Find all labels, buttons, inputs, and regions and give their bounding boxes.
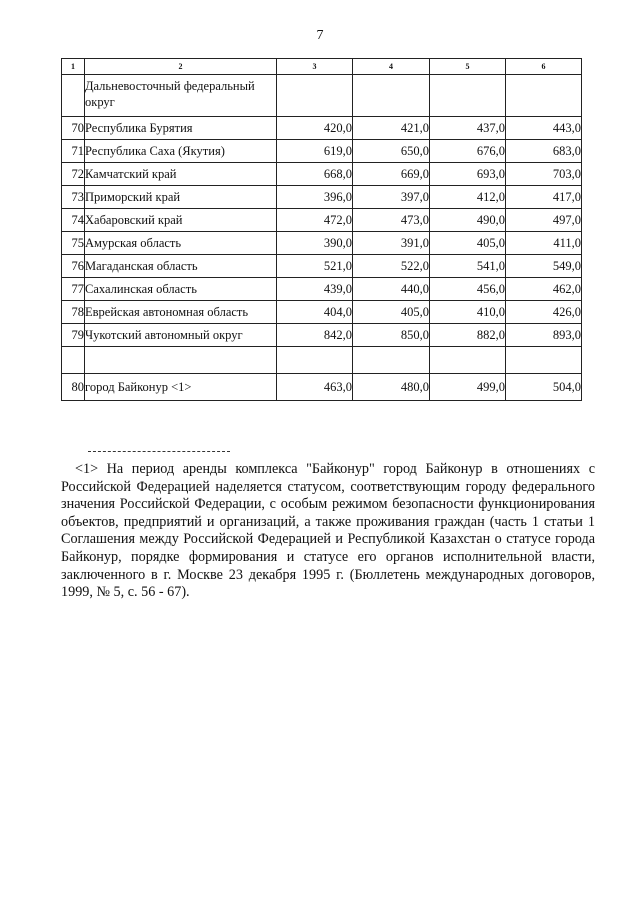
value-col5: 437,0 [430, 117, 506, 140]
value-col3: 439,0 [277, 278, 353, 301]
table-row [62, 232, 582, 255]
district-row [62, 75, 582, 117]
value-col5: 693,0 [430, 163, 506, 186]
value-col4: 421,0 [353, 117, 430, 140]
value-col5: 676,0 [430, 140, 506, 163]
header-cell: 3 [277, 59, 353, 75]
row-number: 72 [62, 163, 85, 186]
value-col6: 683,0 [506, 140, 582, 163]
region-name: Амурская область [85, 232, 277, 255]
value-col3: 619,0 [277, 140, 353, 163]
value-col3: 842,0 [277, 324, 353, 347]
value-col4: 440,0 [353, 278, 430, 301]
table-row [62, 209, 582, 232]
table-row [62, 324, 582, 347]
value-col4: 850,0 [353, 324, 430, 347]
district-label: Дальневосточный федеральный округ [85, 75, 277, 117]
value-col4: 405,0 [353, 301, 430, 324]
value-col6: 417,0 [506, 186, 582, 209]
row-number: 71 [62, 140, 85, 163]
header-cell: 5 [430, 59, 506, 75]
region-name: Чукотский автономный округ [85, 324, 277, 347]
row-number: 73 [62, 186, 85, 209]
region-name: Еврейская автономная область [85, 301, 277, 324]
value-col6: 504,0 [506, 374, 582, 401]
table-row [62, 278, 582, 301]
value-col4: 480,0 [353, 374, 430, 401]
row-number: 80 [62, 374, 85, 401]
value-col3: 396,0 [277, 186, 353, 209]
region-name: город Байконур <1> [85, 374, 277, 401]
value-col3: 390,0 [277, 232, 353, 255]
row-number: 79 [62, 324, 85, 347]
table-row [62, 301, 582, 324]
regions-table [61, 58, 582, 401]
table-row [62, 374, 582, 401]
row-number: 70 [62, 117, 85, 140]
value-col3: 521,0 [277, 255, 353, 278]
row-number: 76 [62, 255, 85, 278]
value-col3: 404,0 [277, 301, 353, 324]
row-number: 77 [62, 278, 85, 301]
table-header-row [62, 59, 582, 75]
value-col6: 462,0 [506, 278, 582, 301]
value-col4: 669,0 [353, 163, 430, 186]
value-col4: 473,0 [353, 209, 430, 232]
header-cell: 2 [85, 59, 277, 75]
row-number: 75 [62, 232, 85, 255]
value-col5: 882,0 [430, 324, 506, 347]
table-row [62, 186, 582, 209]
value-col4: 397,0 [353, 186, 430, 209]
row-number: 74 [62, 209, 85, 232]
empty-row [62, 347, 582, 374]
header-cell: 4 [353, 59, 430, 75]
value-col3: 668,0 [277, 163, 353, 186]
region-name: Магаданская область [85, 255, 277, 278]
value-col6: 703,0 [506, 163, 582, 186]
value-col6: 426,0 [506, 301, 582, 324]
value-col6: 411,0 [506, 232, 582, 255]
footnote-text: <1> На период аренды комплекса "Байконур" город Байконур в отношениях с Российской Федерацией наделяется статусом, соответствующим городу федерального значения Российской Федерации, с особым режимом безопасности функционирования объектов, предприятий и организаций, а также проживания граждан (часть 1 статьи 1 Соглашения между Российской Федерацией и Республикой Казахстан о статусе города Байконур, порядке формирования и статусе его органов исполнительной власти, заключенного в г. Москве 23 декабря 1995 г. (Бюллетень международных договоров, 1999, № 5, с. 56 - 67). [61, 461, 595, 601]
table-row [62, 255, 582, 278]
row-number: 78 [62, 301, 85, 324]
header-cell: 6 [506, 59, 582, 75]
value-col4: 391,0 [353, 232, 430, 255]
region-name: Камчатский край [85, 163, 277, 186]
table-row [62, 140, 582, 163]
region-name: Приморский край [85, 186, 277, 209]
value-col6: 443,0 [506, 117, 582, 140]
region-name: Республика Бурятия [85, 117, 277, 140]
value-col3: 420,0 [277, 117, 353, 140]
region-name: Республика Саха (Якутия) [85, 140, 277, 163]
value-col6: 893,0 [506, 324, 582, 347]
value-col3: 463,0 [277, 374, 353, 401]
value-col5: 456,0 [430, 278, 506, 301]
value-col5: 490,0 [430, 209, 506, 232]
value-col5: 410,0 [430, 301, 506, 324]
value-col6: 549,0 [506, 255, 582, 278]
region-name: Хабаровский край [85, 209, 277, 232]
page-number: 7 [316, 28, 324, 43]
table-row [62, 117, 582, 140]
region-name: Сахалинская область [85, 278, 277, 301]
value-col4: 522,0 [353, 255, 430, 278]
value-col3: 472,0 [277, 209, 353, 232]
value-col4: 650,0 [353, 140, 430, 163]
footnote [61, 461, 595, 602]
value-col5: 499,0 [430, 374, 506, 401]
value-col6: 497,0 [506, 209, 582, 232]
value-col5: 541,0 [430, 255, 506, 278]
value-col5: 405,0 [430, 232, 506, 255]
value-col5: 412,0 [430, 186, 506, 209]
footnote-separator [88, 451, 230, 452]
header-cell: 1 [62, 59, 85, 75]
table-row [62, 163, 582, 186]
